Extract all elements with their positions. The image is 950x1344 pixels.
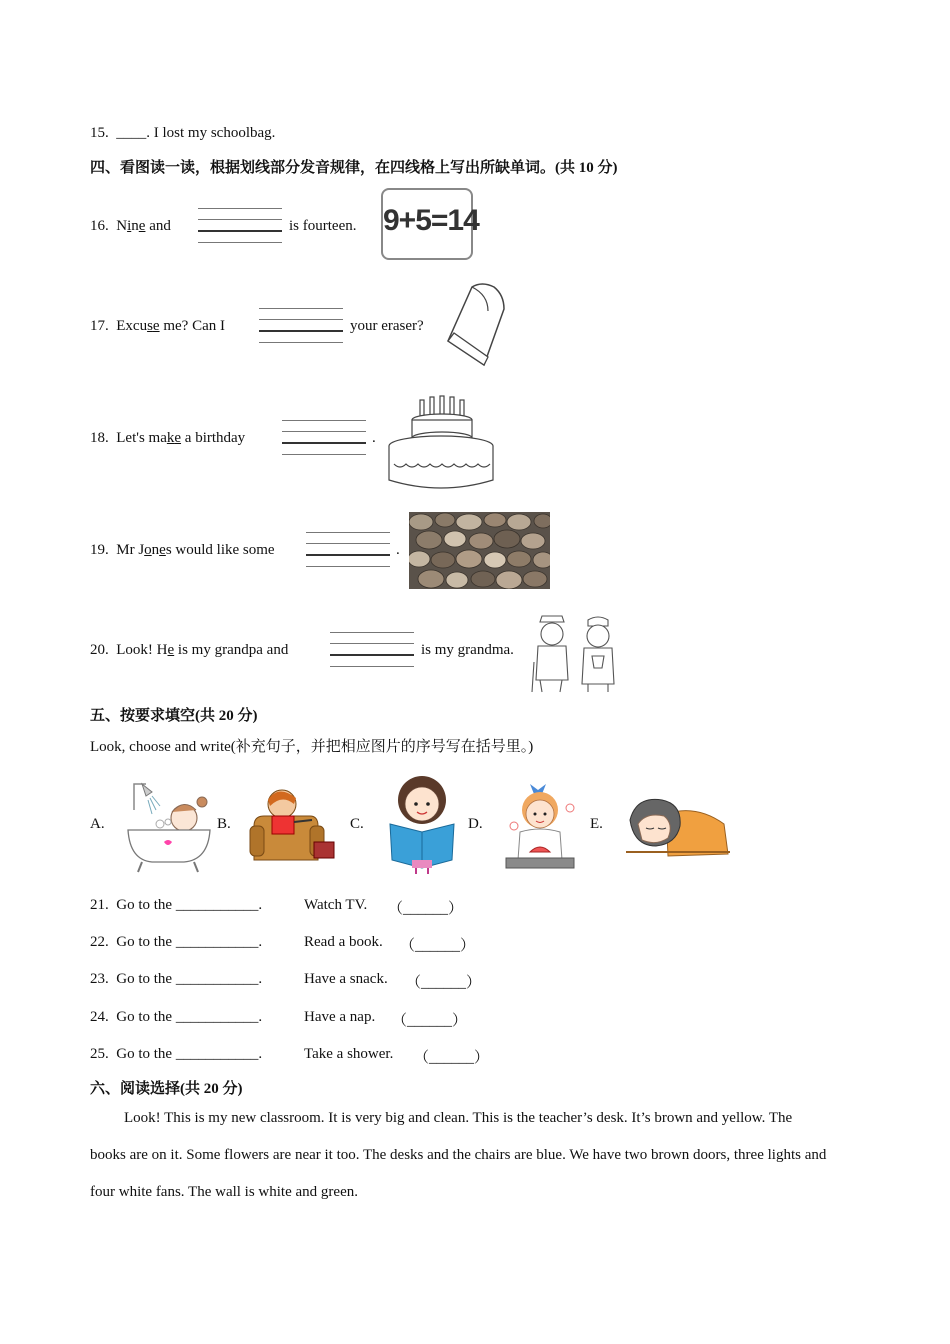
answer-paren-21[interactable]: （______） xyxy=(388,901,464,917)
question-22: 22. Go to the ___________. xyxy=(90,934,263,950)
answer-blank: ___________ xyxy=(175,1046,259,1062)
question-19-ending: . xyxy=(396,542,400,558)
question-16: 16. Nine and xyxy=(90,218,171,234)
answer-paren-24[interactable]: （______） xyxy=(392,1013,468,1029)
action-25: Take a shower. xyxy=(304,1046,394,1062)
nap-picture xyxy=(626,794,730,860)
option-label-d: D. xyxy=(468,816,483,832)
question-18: 18. Let's make a birthday xyxy=(90,430,246,446)
question-17: 17. Excuse me? Can I xyxy=(90,318,225,334)
four-line-grid[interactable] xyxy=(282,420,366,456)
option-label-e: E. xyxy=(590,816,603,832)
question-24: 24. Go to the ___________. xyxy=(90,1009,263,1025)
answer-paren-23[interactable]: （______） xyxy=(406,975,482,991)
question-25: 25. Go to the ___________. xyxy=(90,1046,263,1062)
action-23: Have a snack. xyxy=(304,971,388,987)
reading-passage: Look! This is my new classroom. It is very big and clean. This is the teacher’s desk. It’s brown and yellow. The books are on it. Some flowers are near it too. The desks and the chairs are blue. We have two brown doors, three lights and four white fans. The wall is white and green. xyxy=(90,1110,827,1200)
answer-blank: ____ xyxy=(116,125,147,141)
birthday-cake-picture xyxy=(386,394,496,492)
question-18-ending: . xyxy=(372,430,376,446)
question-20: 20. Look! He is my grandpa and xyxy=(90,642,289,658)
watch-tv-picture xyxy=(248,786,338,866)
section-6-title: 六、阅读选择(共 20 分) xyxy=(90,1081,243,1097)
snack-girl-picture xyxy=(502,776,578,870)
four-line-grid[interactable] xyxy=(259,308,343,344)
question-15: 15. ____. I lost my schoolbag. xyxy=(90,125,276,141)
option-label-c: C. xyxy=(350,816,364,832)
answer-paren-25[interactable]: （______） xyxy=(414,1050,490,1066)
question-16-ending: is fourteen. xyxy=(289,218,357,234)
bath-picture xyxy=(124,780,214,876)
option-label-a: A. xyxy=(90,816,105,832)
four-line-grid[interactable] xyxy=(330,632,414,668)
stones-picture xyxy=(409,512,550,589)
section-5-instruction: Look, choose and write(补充句子，并把相应图片的序号写在括号里。) xyxy=(90,739,534,755)
answer-blank: ___________ xyxy=(175,971,259,987)
question-20-ending: is my grandma. xyxy=(421,642,514,658)
action-24: Have a nap. xyxy=(304,1009,376,1025)
question-19: 19. Mr Jones would like some xyxy=(90,542,275,558)
option-label-b: B. xyxy=(217,816,231,832)
section-4-title: 四、看图读一读，根据划线部分发音规律，在四线格上写出所缺单词。(共 10 分) xyxy=(90,160,618,176)
answer-paren-22[interactable]: （______） xyxy=(400,938,476,954)
action-21: Watch TV. xyxy=(304,897,368,913)
action-22: Read a book. xyxy=(304,934,383,950)
question-17-ending: your eraser? xyxy=(350,318,424,334)
section-5-title: 五、按要求填空(共 20 分) xyxy=(90,708,258,724)
four-line-grid[interactable] xyxy=(198,208,282,244)
question-21: 21. Go to the ___________. xyxy=(90,897,263,913)
reading-girl-picture xyxy=(386,774,458,874)
eraser-picture xyxy=(442,281,510,371)
answer-blank: ___________ xyxy=(175,1009,259,1025)
four-line-grid[interactable] xyxy=(306,532,390,568)
answer-blank: ___________ xyxy=(175,934,259,950)
question-23: 23. Go to the ___________. xyxy=(90,971,263,987)
grandparents-picture xyxy=(530,612,616,694)
equation-picture: 9+5=14 xyxy=(381,188,473,260)
answer-blank: ___________ xyxy=(175,897,259,913)
